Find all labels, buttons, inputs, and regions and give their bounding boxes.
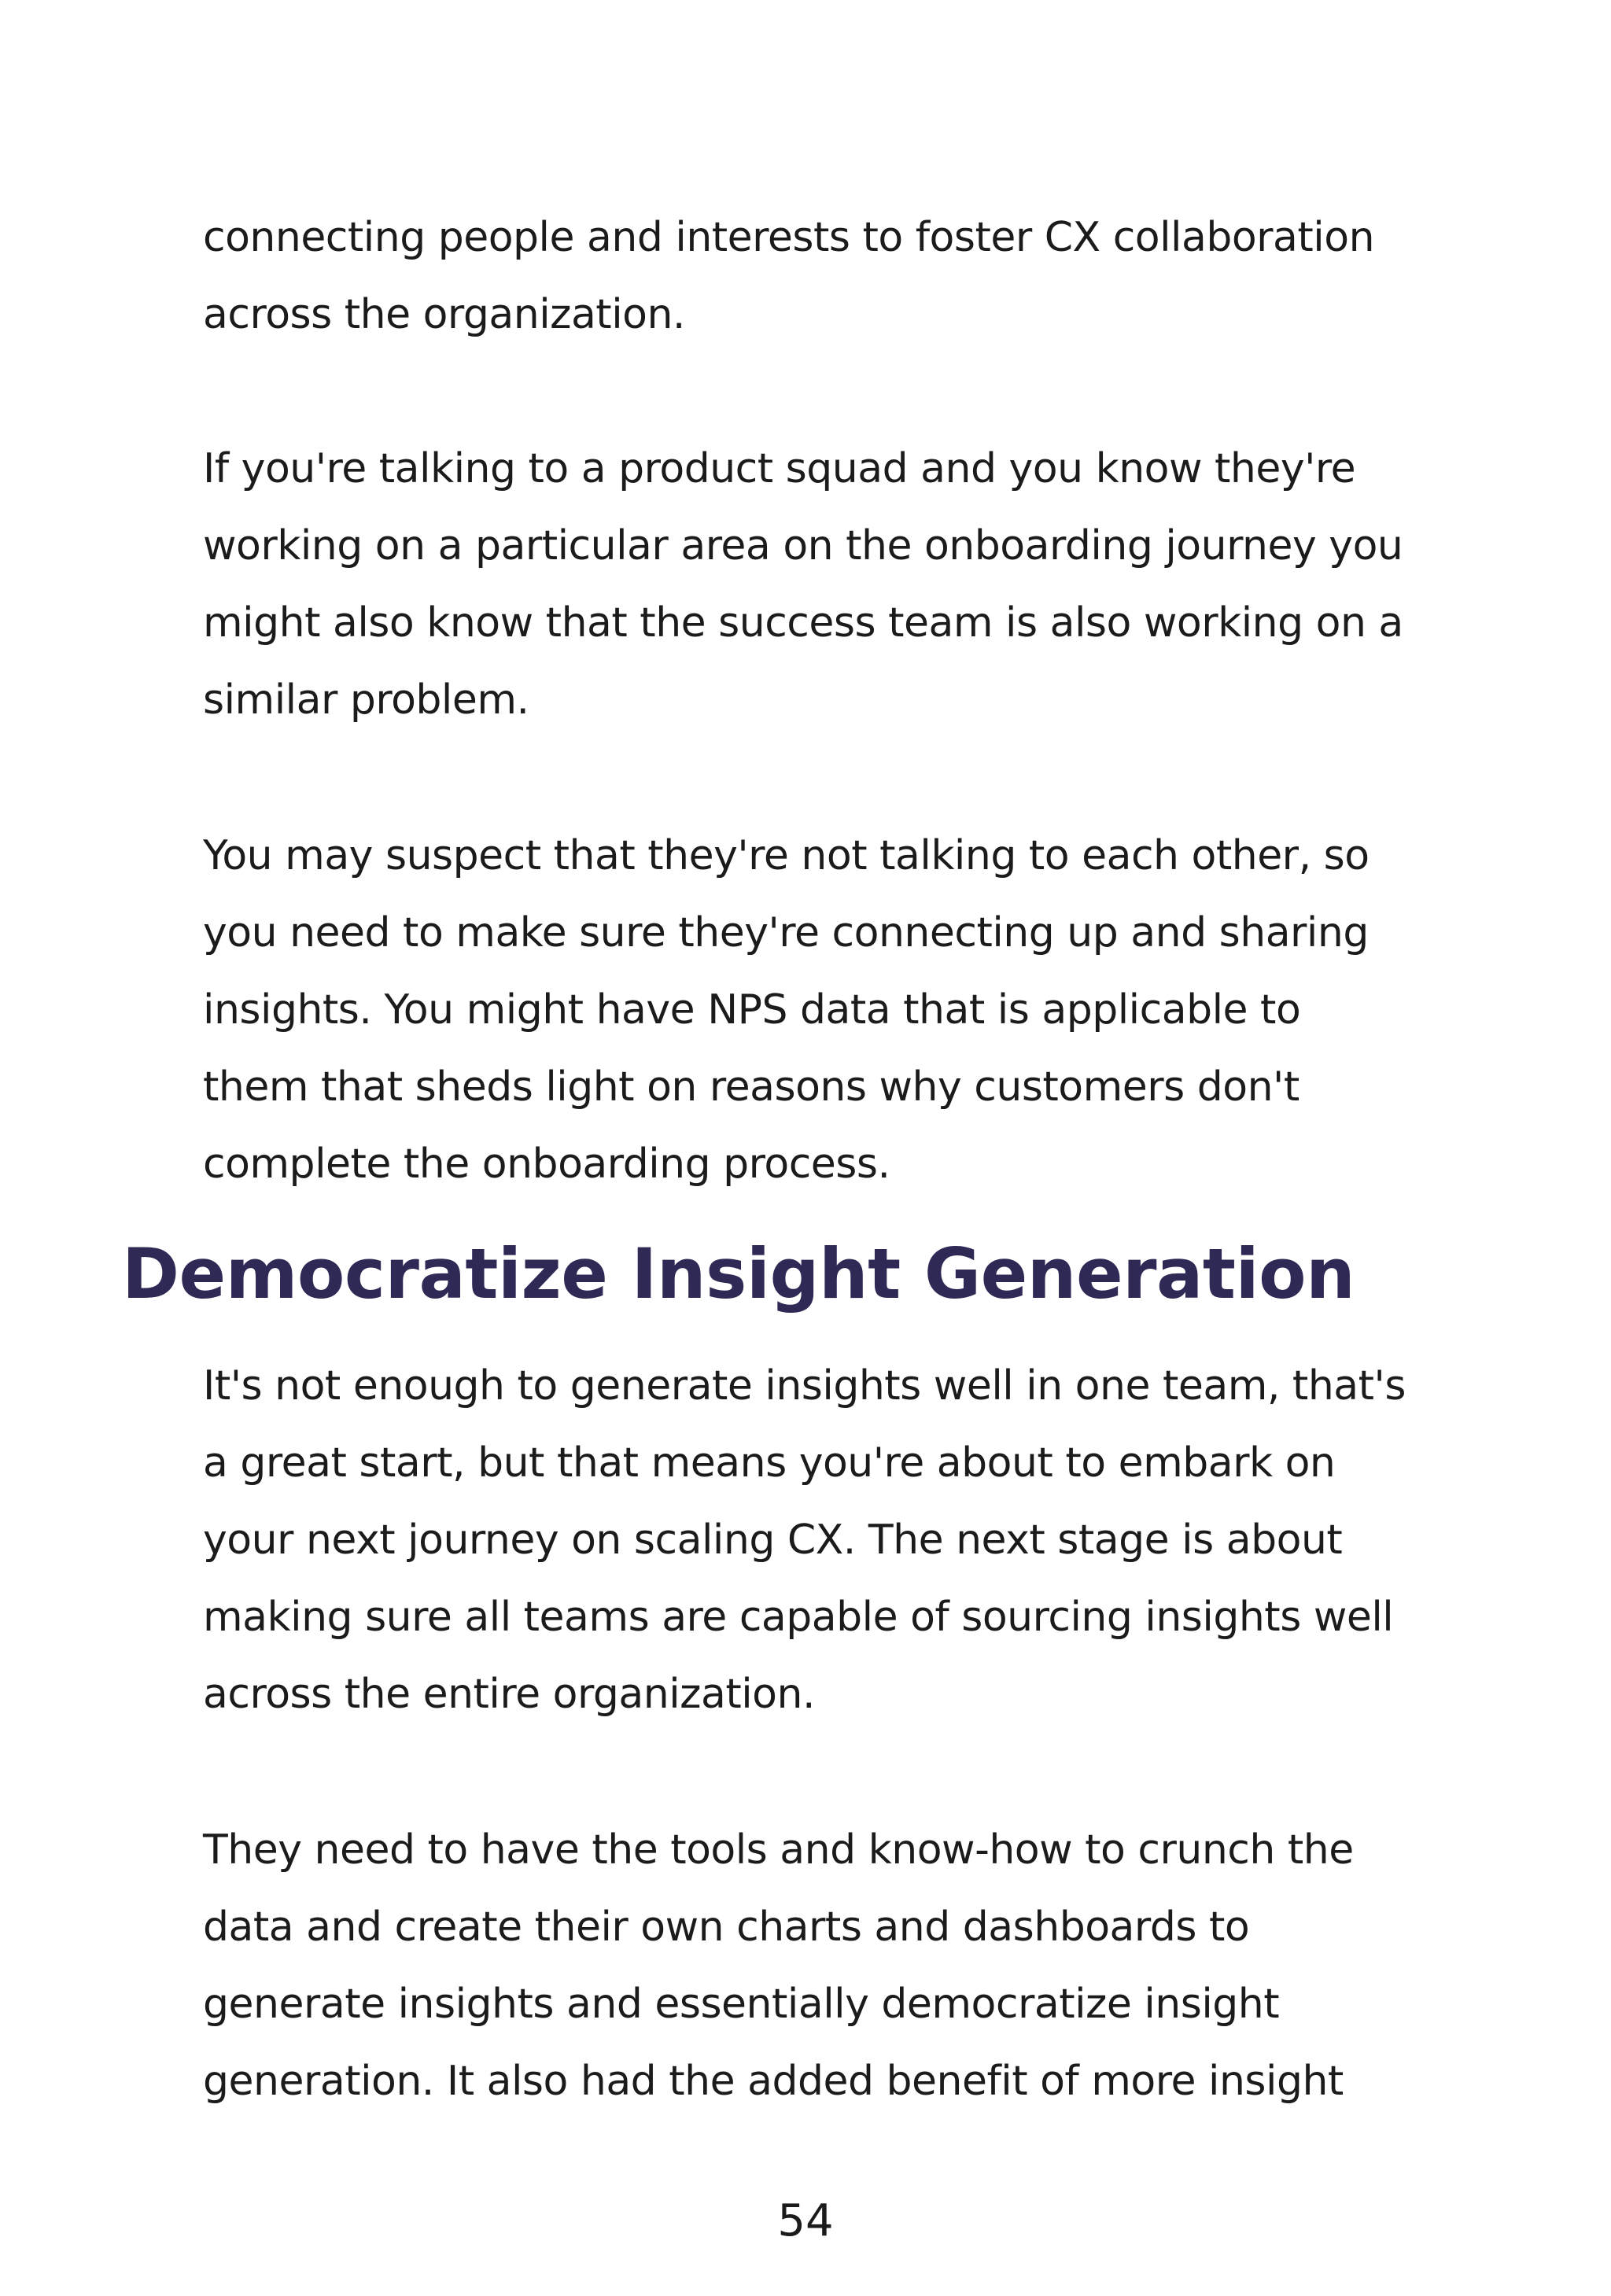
text-line: generate insights and essentially democratize insight bbox=[203, 1981, 1280, 2028]
text-line: might also know that the success team is also working on a bbox=[203, 599, 1403, 647]
text-line: you need to make sure they're connecting up and sharing bbox=[203, 909, 1369, 956]
text-line: They need to have the tools and know-how to crunch the bbox=[203, 1826, 1354, 1874]
text-line: your next journey on scaling CX. The next stage is about bbox=[203, 1517, 1343, 1564]
text-line: working on a particular area on the onboarding journey you bbox=[203, 522, 1403, 569]
paragraph-scaling-cx bbox=[203, 1347, 1430, 1733]
paragraph-nps-data bbox=[203, 817, 1430, 1203]
text-line: It's not enough to generate insights well in one team, that's bbox=[203, 1362, 1406, 1410]
text-line: connecting people and interests to foster CX collaboration bbox=[203, 214, 1375, 261]
text-line: data and create their own charts and dashboards to bbox=[203, 1904, 1250, 1951]
text-line: insights. You might have NPS data that is applicable to bbox=[203, 986, 1301, 1034]
paragraph-collaboration bbox=[203, 199, 1430, 353]
text-line: across the organization. bbox=[203, 291, 685, 338]
paragraph-product-squad bbox=[203, 430, 1430, 739]
text-line: a great start, but that means you're about to embark on bbox=[203, 1439, 1336, 1487]
text-line: generation. It also had the added benefit of more insight bbox=[203, 2058, 1344, 2105]
text-line: You may suspect that they're not talking to each other, so bbox=[203, 832, 1370, 879]
text-line: similar problem. bbox=[203, 676, 529, 724]
text-line: across the entire organization. bbox=[203, 1671, 815, 1718]
page-number: 54 bbox=[777, 2195, 834, 2246]
text-line: them that sheds light on reasons why customers don't bbox=[203, 1063, 1299, 1111]
section-heading: Democratize Insight Generation bbox=[122, 1233, 1355, 1314]
paragraph-tools-know-how bbox=[203, 1811, 1430, 2120]
text-line: making sure all teams are capable of sourcing insights well bbox=[203, 1594, 1394, 1641]
text-line: complete the onboarding process. bbox=[203, 1141, 890, 1188]
text-line: If you're talking to a product squad and you know they're bbox=[203, 445, 1356, 492]
